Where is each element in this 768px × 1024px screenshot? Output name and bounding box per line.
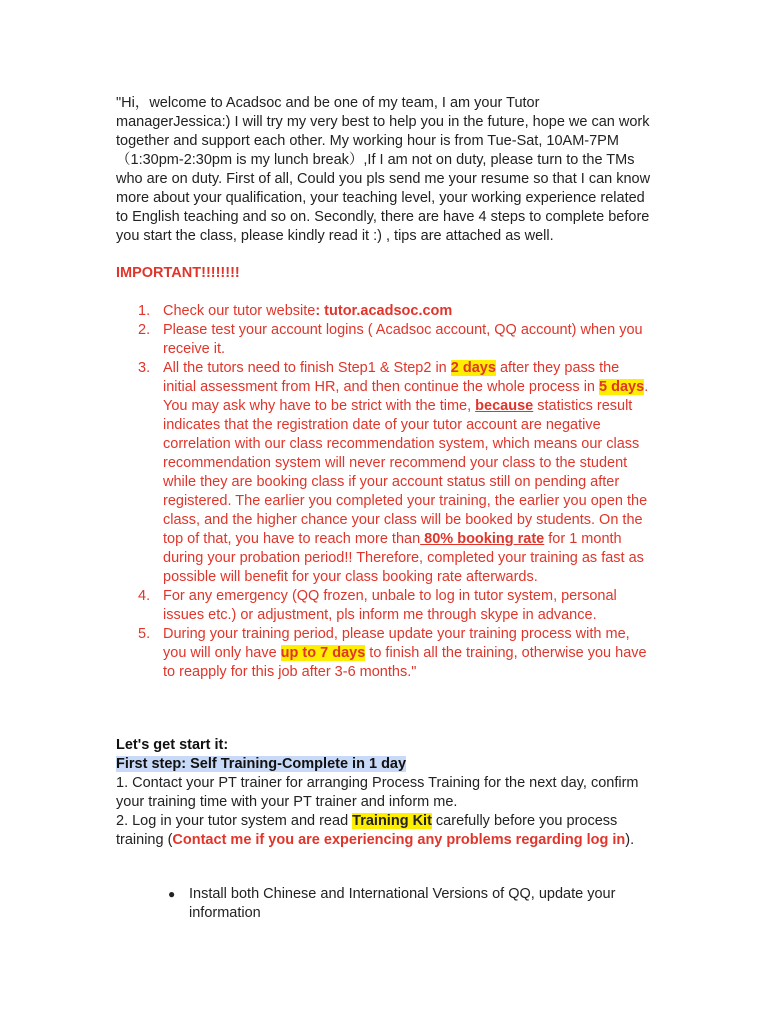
important-heading: IMPORTANT!!!!!!!! xyxy=(116,265,240,281)
contact-me-note: Contact me if you are experiencing any problems regarding log in xyxy=(172,832,626,848)
tutor-website-link[interactable]: : tutor.acadsoc.com xyxy=(315,303,453,319)
step-text: for 1 month during your probation period!! Therefore, completed your training as fast as possible will benefit for your class booking rate afterwards. xyxy=(163,531,644,585)
intro-paragraph: "Hi，welcome to Acadsoc and be one of my team, I am your Tutor managerJessica:) I will try my very best to help you in the future, hope we can work together and support each other. My working hour is from Tue-Sat, 10AM-7PM（1:30pm-2:30pm is my lunch break）,If I am not on duty, please turn to the TMs who are on duty. First of all, Could you pls send me your resume so that I can know more about your qualification, your teaching level, your working experience related to English teaching and so on. Secondly, there are have 4 steps to complete before you start the class, please kindly read it :) , tips are attached as well. xyxy=(116,95,651,244)
list-number: 3. xyxy=(138,360,151,376)
step-text: after they pass the initial assessment from HR, and then continue the whole process in xyxy=(163,360,620,395)
step-text: to finish all the training, otherwise you have to reapply for this job after 3-6 months." xyxy=(163,645,647,680)
section-intro xyxy=(116,736,656,755)
step-text: 2. Log in your tutor system and read xyxy=(116,813,353,829)
training-kit-highlight: Training Kit xyxy=(352,813,432,829)
step-text: . You may ask why have to be strict with the time, xyxy=(163,379,649,414)
step-text: All the tutors need to finish Step1 & Step2 in xyxy=(163,360,451,376)
step-paragraph-1: 1. Contact your PT trainer for arranging Process Training for the next day, confirm your training time with your PT trainer and inform me. xyxy=(116,775,639,810)
underlined-booking-rate: 80% booking rate xyxy=(420,531,545,547)
step-text: carefully before you process training ( xyxy=(116,813,618,848)
list-item xyxy=(116,302,656,321)
list-item xyxy=(116,587,656,625)
highlight-7-days: up to 7 days xyxy=(280,645,366,661)
step-text: Please test your account logins ( Acadsoc account, QQ account) when you receive it. xyxy=(163,322,643,357)
first-step-heading: First step: Self Training-Complete in 1 day xyxy=(116,756,407,772)
bullet-icon: ● xyxy=(168,887,176,901)
highlight-2-days: 2 days xyxy=(450,360,496,376)
list-item xyxy=(116,321,656,359)
first-step-row xyxy=(116,755,656,774)
list-number: 5. xyxy=(138,626,151,642)
important-steps-list xyxy=(116,302,656,682)
step-text: During your training period, please update your training process with me, you will only have xyxy=(163,626,630,661)
highlight-5-days: 5 days xyxy=(599,379,645,395)
list-number: 4. xyxy=(138,588,151,604)
list-item xyxy=(116,359,656,587)
step-text: Check our tutor website xyxy=(163,303,316,319)
first-step-section xyxy=(116,736,656,850)
step-text: ). xyxy=(625,832,635,848)
lets-get-start-heading: Let's get start it: xyxy=(116,737,229,753)
step-text: For any emergency (QQ frozen, unbale to log in tutor system, personal issues etc.) or adjustment, pls inform me through skype in advance. xyxy=(163,588,617,623)
step-text: statistics result indicates that the registration date of your tutor account are negative correlation with our class recommendation system, which means our class recommendation system will never recommend your class to the student while they are booking class if your account status still on pending after registered. The earlier you completed your training, the earlier you open the class, and the higher chance your class will be booked by students. On the top of that, you have to reach more than xyxy=(163,398,648,547)
underlined-because: because xyxy=(475,398,534,414)
list-item xyxy=(116,885,656,923)
bullet-text: Install both Chinese and International Versions of QQ, update your information xyxy=(189,886,616,921)
list-item xyxy=(116,625,656,682)
bullet-list xyxy=(116,885,656,923)
step-paragraph-2 xyxy=(116,812,656,850)
list-number: 2. xyxy=(138,322,151,338)
list-number: 1. xyxy=(138,303,151,319)
